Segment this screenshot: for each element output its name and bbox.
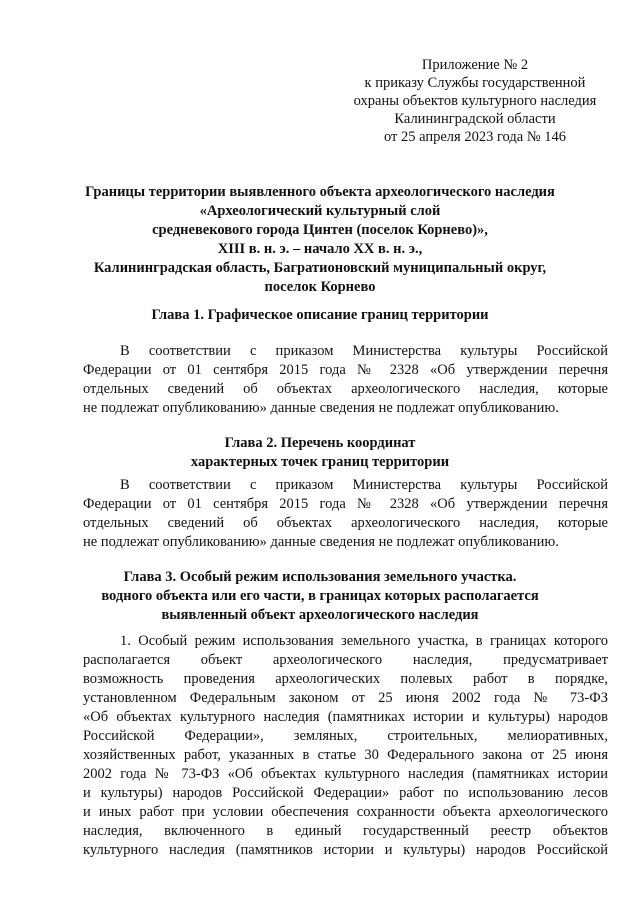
paragraph-line: культурного наследия (памятников истории и культуры) народов Российской xyxy=(83,842,608,858)
chapter2-heading-line: характерных точек границ территории xyxy=(190,454,450,470)
paragraph-line: не подлежат опубликованию» данные сведения не подлежат опубликованию. xyxy=(83,400,559,416)
chapter3-heading-line: водного объекта или его части, в границах которых располагается xyxy=(101,588,539,604)
paragraph-line: В соответствии с приказом Министерства культуры Российской xyxy=(120,477,608,493)
title-line: «Археологический культурный слой xyxy=(199,203,441,219)
chapter3-heading-line: выявленный объект археологического наследия xyxy=(161,607,479,623)
appendix-line: Приложение № 2 xyxy=(421,57,529,73)
paragraph-line: наследия, включенного в единый государственный реестр объектов xyxy=(83,823,608,839)
appendix-line: охраны объектов культурного наследия xyxy=(353,93,597,109)
paragraph-line: Федерации от 01 сентября 2015 года № 2328 «Об утверждении перечня xyxy=(83,496,608,512)
title-line: средневекового города Цинтен (поселок Корнево)», xyxy=(152,222,488,238)
chapter1-paragraph xyxy=(83,342,608,418)
appendix-line: к приказу Службы государственной xyxy=(364,75,586,91)
document-title xyxy=(80,183,560,297)
paragraph-line: отдельных сведений об объектах археологического наследия, которые xyxy=(83,381,608,397)
appendix-line: Калининградской области xyxy=(394,111,556,127)
title-line: поселок Корнево xyxy=(264,279,376,295)
title-line: Калининградская область, Багратионовский муниципальный округ, xyxy=(93,260,547,276)
paragraph-line: не подлежат опубликованию» данные сведения не подлежат опубликованию. xyxy=(83,534,559,550)
paragraph-line: «Об объектах культурного наследия (памятниках истории и культуры) народов xyxy=(83,709,608,725)
paragraph-line: В соответствии с приказом Министерства культуры Российской xyxy=(120,343,608,359)
paragraph-line: и иных работ при условии обеспечения сохранности объекта археологического xyxy=(83,804,608,820)
chapter3-paragraph xyxy=(83,632,608,860)
chapter3-heading xyxy=(80,568,560,625)
paragraph-line: 1. Особый режим использования земельного участка, в границах которого xyxy=(120,633,608,649)
paragraph-line: хозяйственных работ, указанных в статье 30 Федерального закона от 25 июня xyxy=(83,747,608,763)
paragraph-line: установленном Федеральным законом от 25 июня 2002 года № 73-ФЗ xyxy=(83,690,608,706)
paragraph-line: отдельных сведений об объектах археологического наследия, которые xyxy=(83,515,608,531)
paragraph-line: и культуры) народов Российской Федерации» работ по использованию лесов xyxy=(83,785,608,801)
title-line: XIII в. н. э. – начало XX в. н. э., xyxy=(217,241,423,257)
chapter1-heading-text: Глава 1. Графическое описание границ территории xyxy=(151,307,489,323)
paragraph-line: возможность проведения археологических полевых работ в порядке, xyxy=(83,671,608,687)
appendix-block xyxy=(330,56,620,146)
paragraph-line: 2002 года № 73-ФЗ «Об объектах культурного наследия (памятниках истории xyxy=(83,766,608,782)
chapter3-heading-line: Глава 3. Особый режим использования земельного участка. xyxy=(123,569,517,585)
paragraph-line: Российской Федерации», земляных, строительных, мелиоративных, xyxy=(83,728,608,744)
chapter2-heading xyxy=(80,434,560,472)
title-line: Границы территории выявленного объекта археологического наследия xyxy=(85,184,555,200)
appendix-line: от 25 апреля 2023 года № 146 xyxy=(383,129,567,145)
chapter2-paragraph xyxy=(83,476,608,552)
chapter1-heading xyxy=(80,306,560,325)
paragraph-line: располагается объект археологического наследия, предусматривает xyxy=(83,652,608,668)
chapter2-heading-line: Глава 2. Перечень координат xyxy=(224,435,416,451)
paragraph-line: Федерации от 01 сентября 2015 года № 2328 «Об утверждении перечня xyxy=(83,362,608,378)
